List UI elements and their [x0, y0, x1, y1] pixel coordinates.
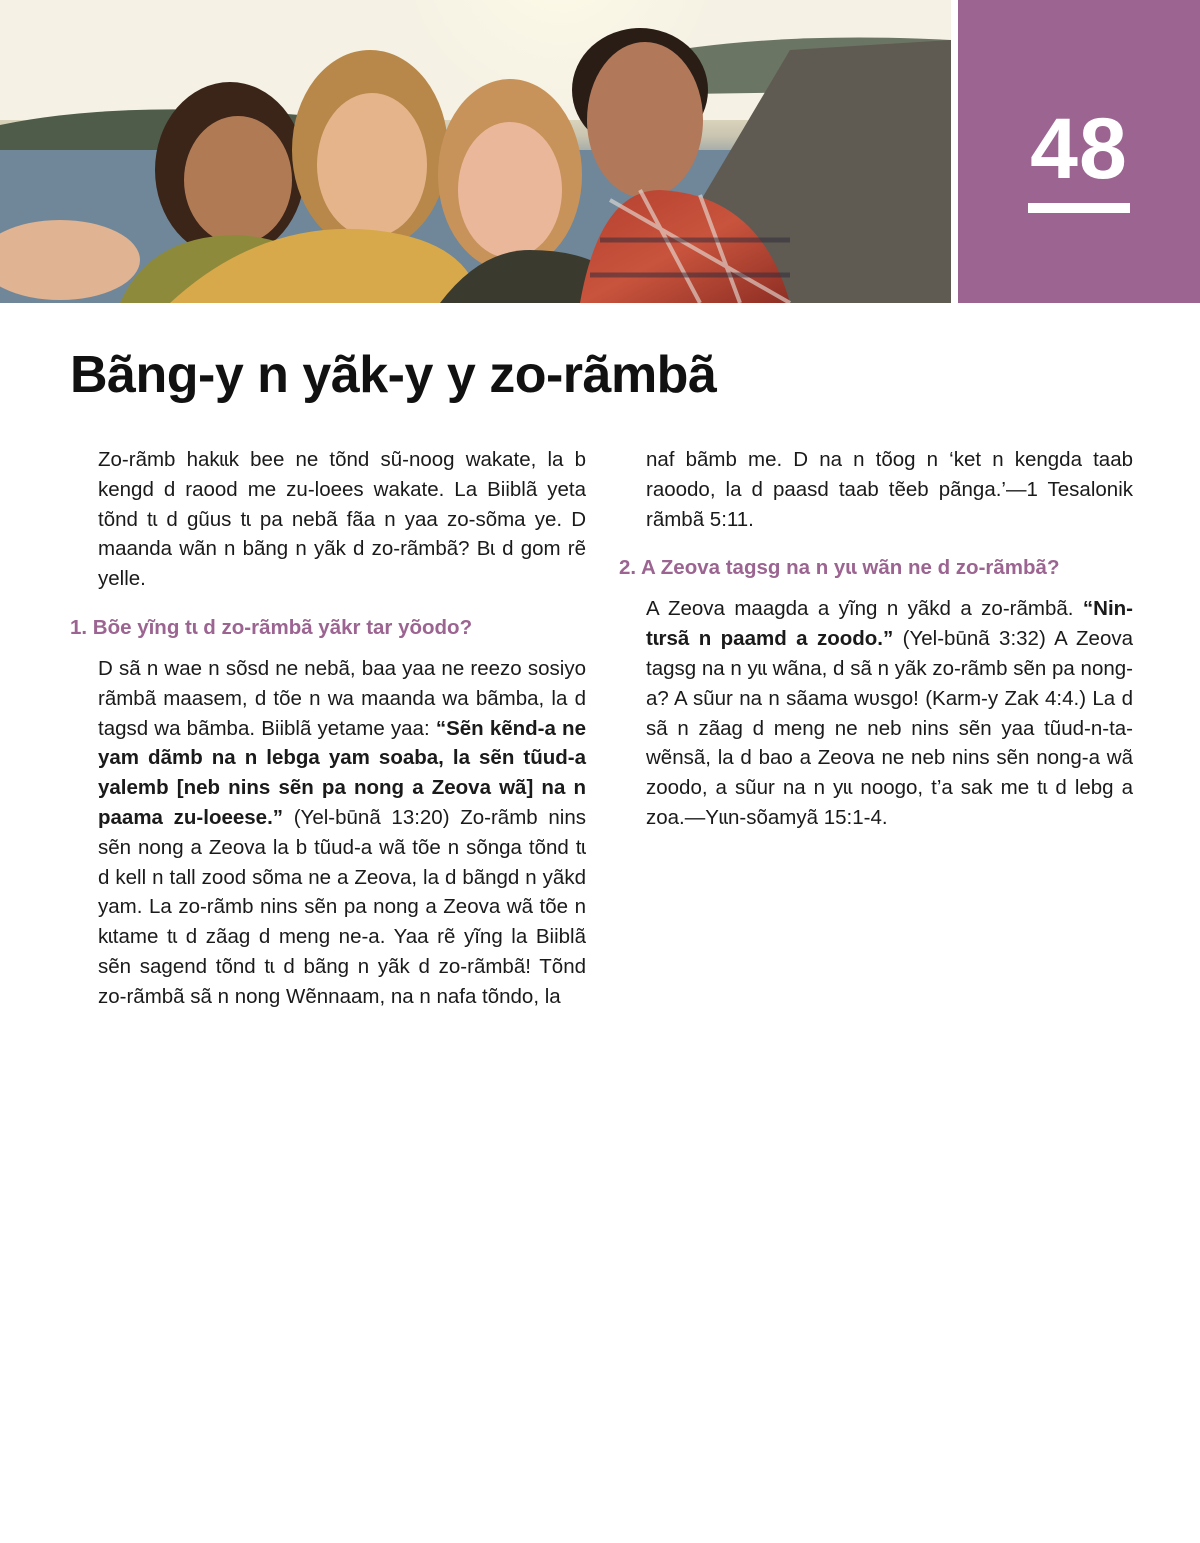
section-2-text-after: (Yel-būnã 3:32) A Zeova tagsg na n yɩɩ wãna, d sã n yãk zo-rãmb sẽn pa nong-a? A sũur na n sãama wʋsgo! (Karm-y Zak 4:4.) La d sã n zãag d meng ne neb nins sẽn yaa tũud-n-ta-wẽnsã, la d bao a Zeova ne neb nins sẽn nong-a wã zoodo, a sũur na n yɩɩ noogo, t’a sak me tɩ d lebg a zoa.—Yɩɩn-sõamyã 15:1-4. — [646, 627, 1133, 829]
section-1-quote: “Sẽn kẽnd-a ne yam dãmb na n lebga yam soaba, la sẽn tũud-a yalemb [neb nins sẽn pa nong a Zeova wã] na n paama zu-loeese.” — [98, 716, 586, 829]
section-2-quote: “Nin-tɩrsã n paamd a zoodo.” — [646, 597, 1133, 651]
section-1-question: 1. Bõe yĩng tɩ d zo-rãmbã yãkr tar yõodo? — [70, 615, 473, 639]
section-2-question: 2. A Zeova tagsg na n yɩɩ wãn ne d zo-rãmbã? — [619, 556, 1060, 580]
lesson-number-box — [958, 0, 1200, 303]
section-1-text-before: D sã n wae n sõsd ne nebã, baa yaa ne reezo sosiyo rãmbã maasem, d tõe n wa maanda wa bãmba, la d tagsd wa bãmba. Biiblã yetame yaa: — [98, 656, 586, 740]
section-1-paragraph — [98, 654, 586, 1012]
lesson-number: 48 — [1030, 101, 1128, 197]
section-1-text-after: (Yel-būnã 13:20) Zo-rãmb nins sẽn nong a Zeova la b tũud-a wã tõe n sõnga tõnd tɩ d kell n tall zood sõma ne a Zeova, la d bãngd n yãkd yam. La zo-rãmb nins sẽn pa nong a Zeova wã tõe n kɩtame tɩ d zãag d meng ne-a. Yaa rẽ yĩng la Biiblã sẽn sagend tõnd tɩ d bãng n yãk d zo-rãmbã! Tõnd zo-rãmbã sã n nong Wẽnnaam, na n nafa tõndo, la — [98, 805, 586, 1008]
friends-photo-illustration — [0, 0, 951, 303]
lesson-number-rule — [1028, 203, 1130, 213]
section-1-paragraph-continued: naf bãmb me. D na n tõog n ‘ket n kengda taab raoodo, la d paasd taab tẽeb pãnga.’—1 Tesalonik rãmbã 5:11. — [646, 448, 1133, 531]
hero-photo — [0, 0, 951, 303]
intro-paragraph: Zo-rãmb hakɩɩk bee ne tõnd sũ-noog wakate, la b kengd d raood me zu-loees wakate. La Biiblã yeta tõnd tɩ d gũus tɩ pa nebã fãa n yaa zo-sõma ye. D maanda wãn n bãng n yãk d zo-rãmbã? Bɩ d gom rẽ yelle. — [98, 448, 586, 591]
section-2-paragraph — [646, 594, 1133, 832]
right-column — [619, 445, 1133, 833]
left-column — [70, 445, 586, 1012]
page-title: Bãng-y n yãk-y y zo-rãmbã — [70, 346, 717, 404]
section-2-text-before: A Zeova maagda a yĩng n yãkd a zo-rãmbã. — [646, 597, 1083, 621]
